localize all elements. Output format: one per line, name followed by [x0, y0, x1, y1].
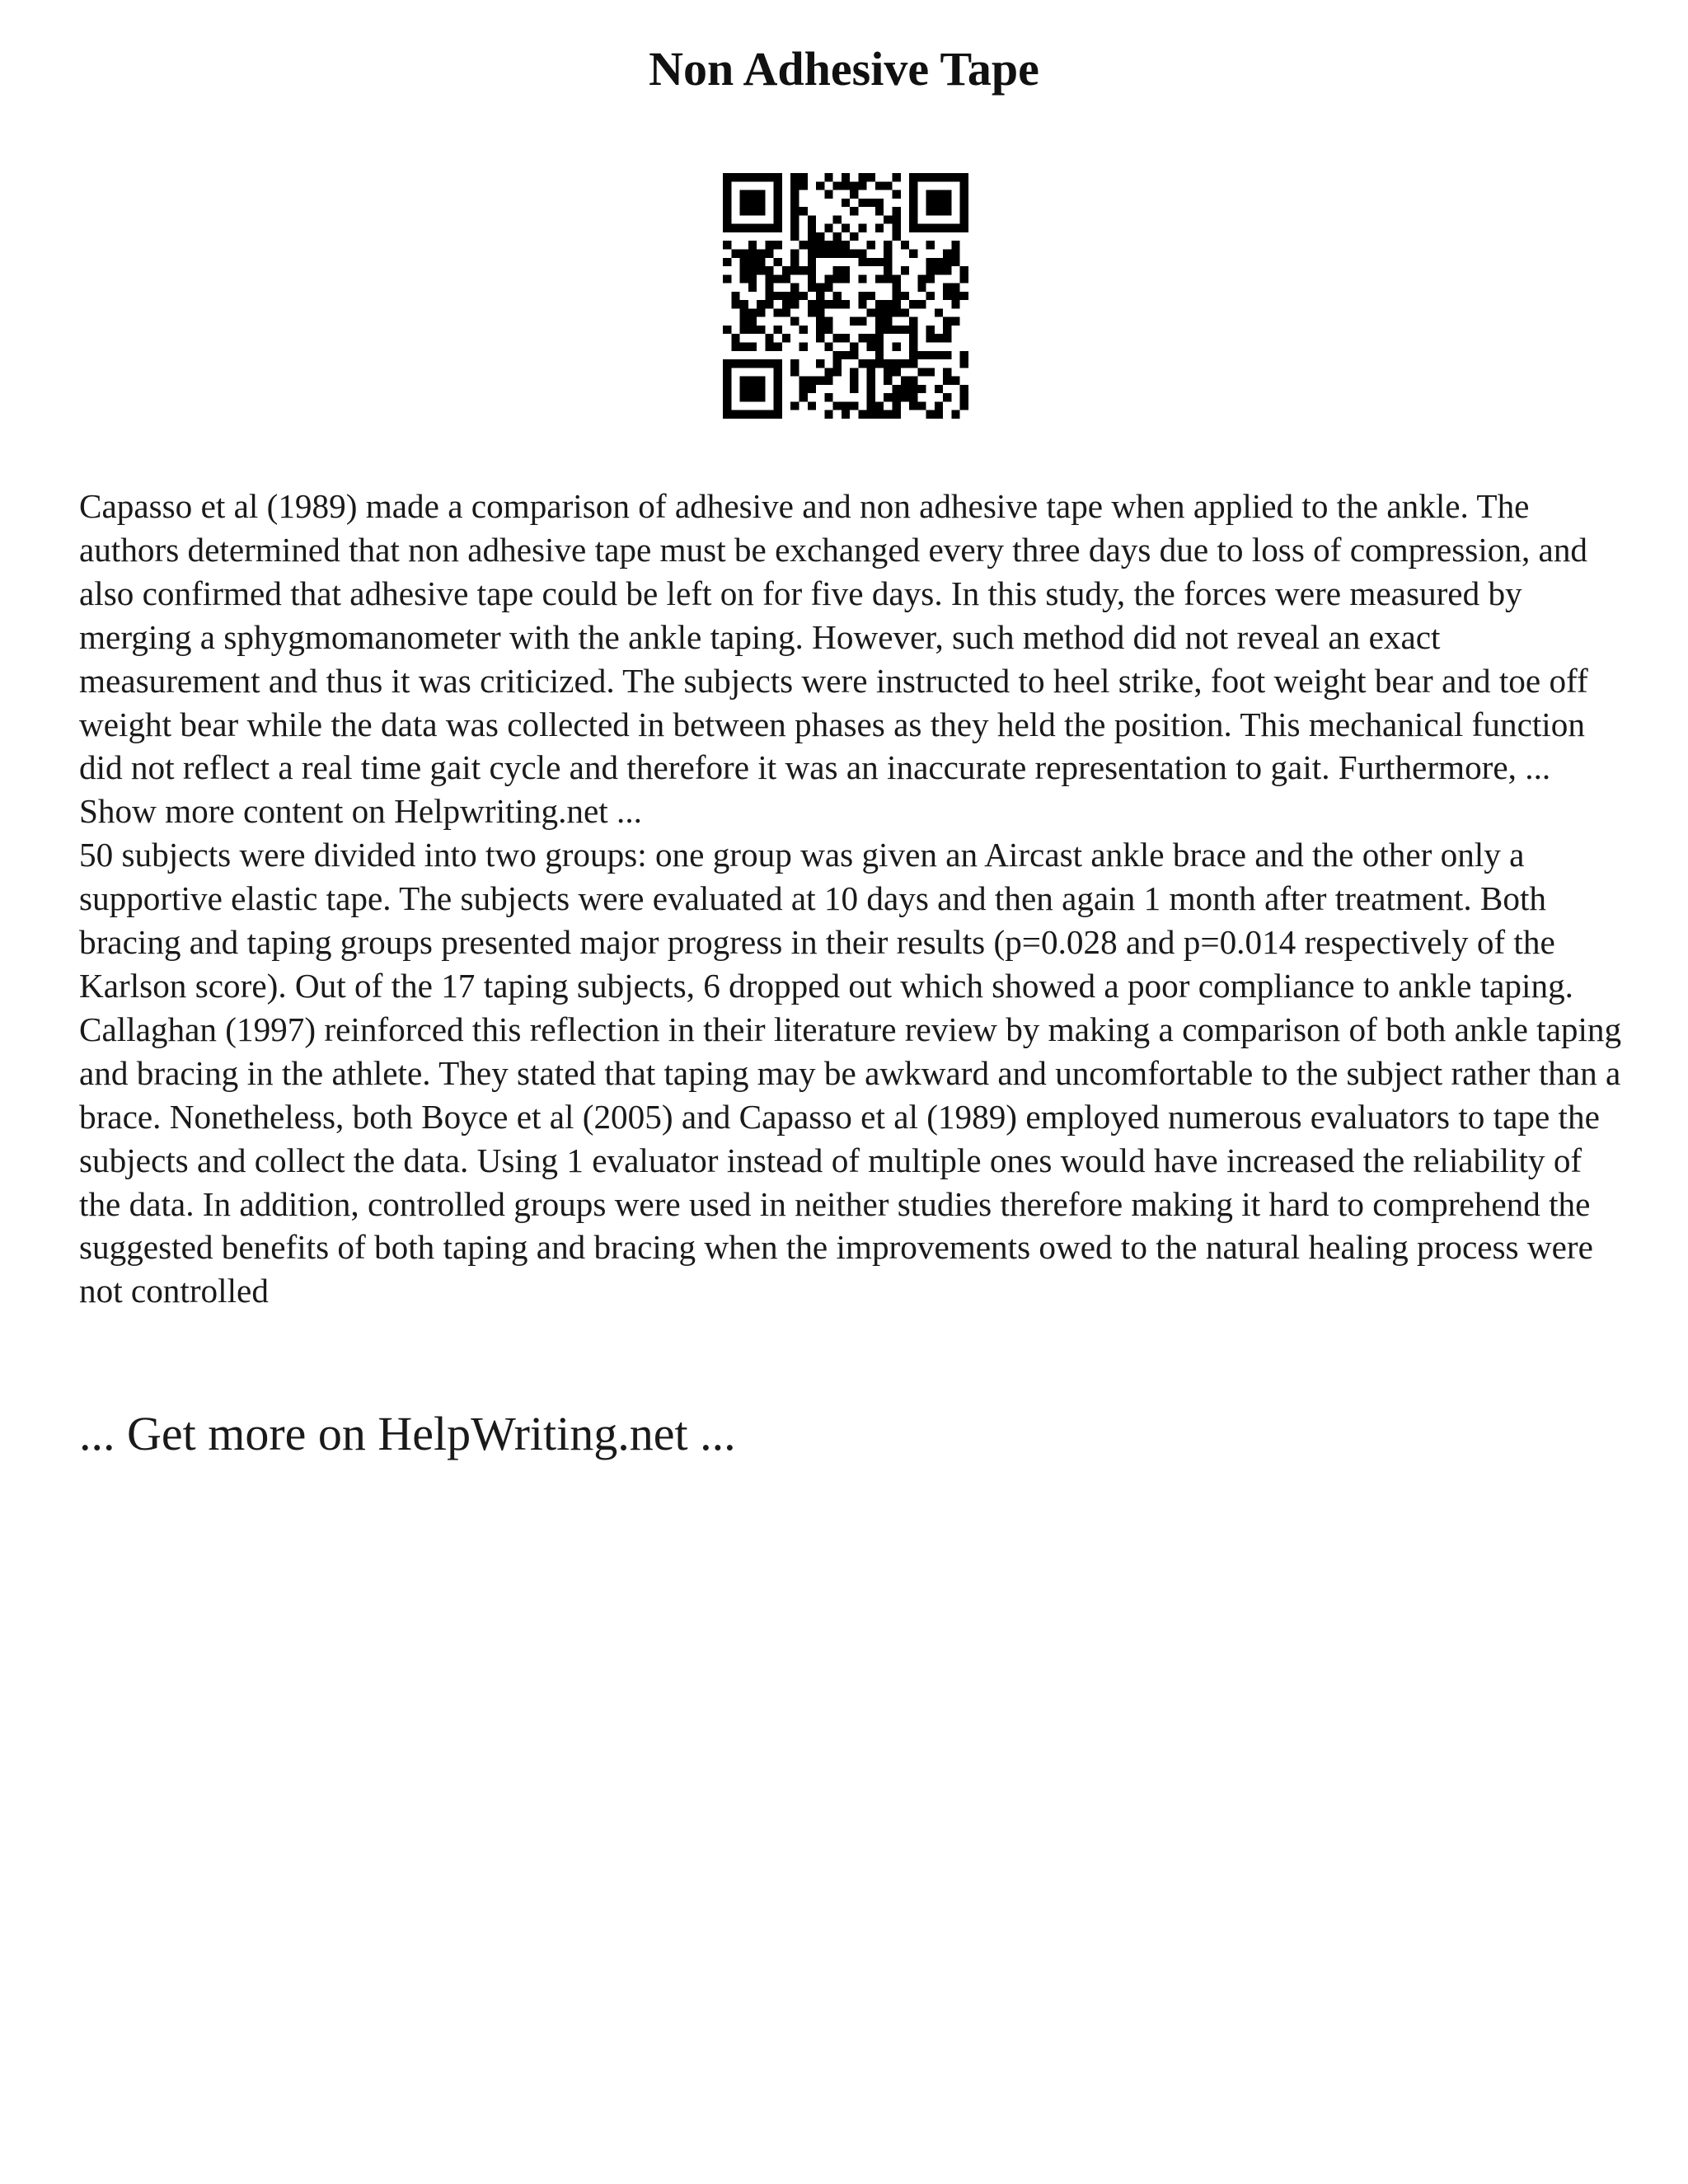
document-body	[79, 485, 1629, 1313]
get-more-link[interactable]: ... Get more on HelpWriting.net ...	[79, 1407, 736, 1460]
paragraph: 50 subjects were divided into two groups: one group was given an Aircast ankle brace and the other only a supportive elastic tape. The subjects were evaluated at 10 days and then again 1 month after treatment. Both bracing and taping groups presented major progress in their results (p=0.028 and p=0.014 respectively of the Karlson score). Out of the 17 taping subjects, 6 dropped out which showed a poor compliance to ankle taping. Callaghan (1997) reinforced this reflection in their literature review by making a comparison of both ankle taping and bracing in the athlete. They stated that taping may be awkward and uncomfortable to the subject rather than a brace. Nonetheless, both Boyce et al (2005) and Capasso et al (1989) employed numerous evaluators to tape the subjects and collect the data. Using 1 evaluator instead of multiple ones would have increased the reliability of the data. In addition, controlled groups were used in neither studies therefore making it hard to comprehend the suggested benefits of both taping and bracing when the improvements owed to the natural healing process were not controlled	[79, 836, 1622, 1310]
document-title: Non Adhesive Tape	[649, 42, 1039, 96]
paragraph: Capasso et al (1989) made a comparison of adhesive and non adhesive tape when applied to the ankle. The authors determined that non adhesive tape must be exchanged every three days due to loss of compression, and also confirmed that adhesive tape could be left on for five days. In this study, the forces were measured by merging a sphygmomanometer with the ankle taping. However, such method did not reveal an exact measurement and thus it was criticized. The subjects were instructed to heel strike, foot weight bear and toe off weight bear while the data was collected in between phases as they held the position. This mechanical function did not reflect a real time gait cycle and therefore it was an inaccurate representation to gait. Furthermore, ... Show more content on Helpwriting.net ...	[79, 487, 1588, 831]
qr-code-icon	[723, 173, 968, 419]
